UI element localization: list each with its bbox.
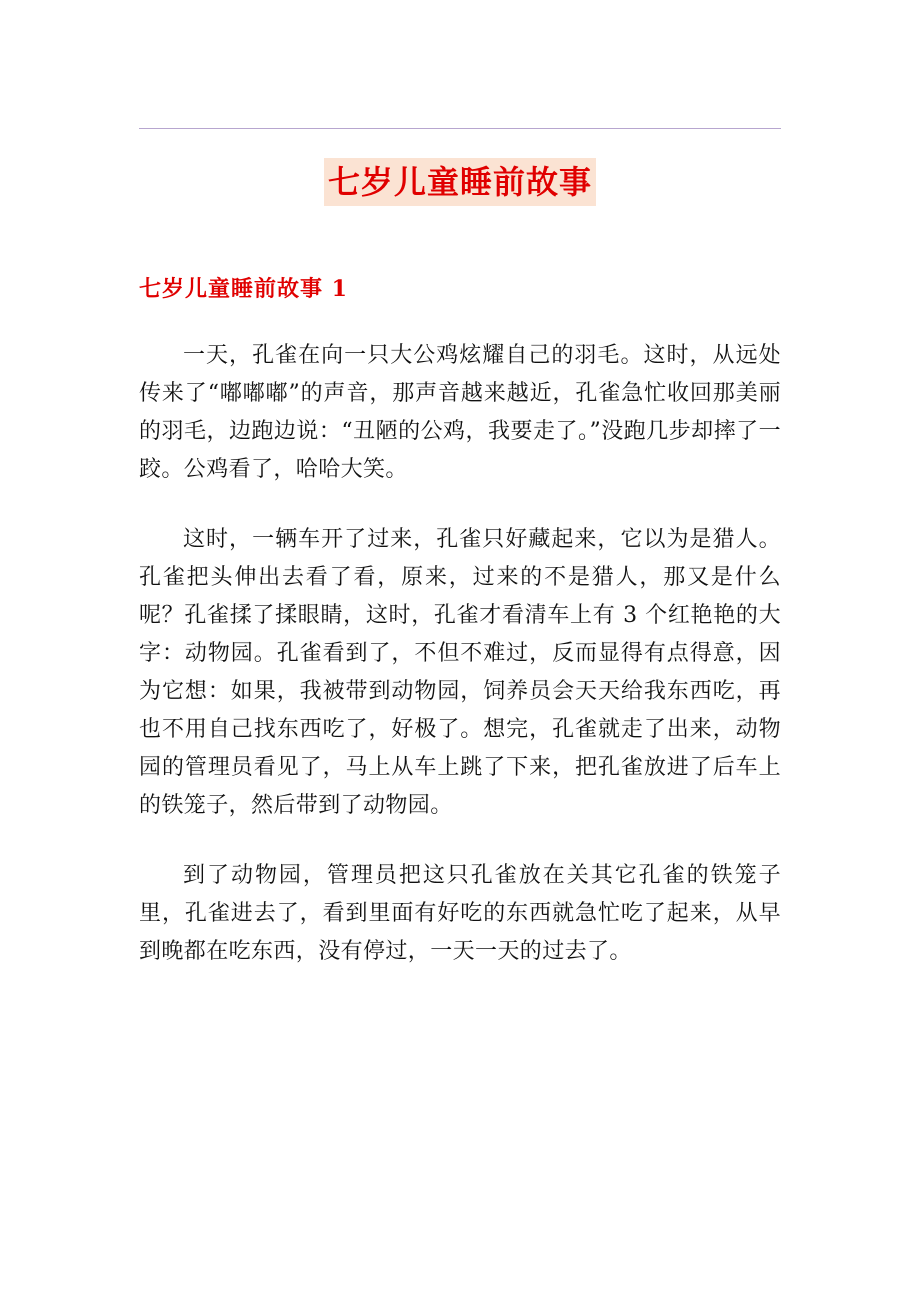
paragraph-2: 这时，一辆车开了过来，孔雀只好藏起来，它以为是猎人。孔雀把头伸出去看了看，原来，过来的不是猎人，那又是什么呢？孔雀揉了揉眼睛，这时，孔雀才看清车上有 3 个红艳艳的大字：动物园。孔雀看到了，不但不难过，反而显得有点得意，因为它想：如果，我被带到动物园，饲养员会天天给我东西吃，再也不用自己找东西吃了，好极了。想完，孔雀就走了出来，动物园的管理员看见了，马上从车上跳了下来，把孔雀放进了后车上的铁笼子，然后带到了动物园。 <box>139 527 781 818</box>
story-body <box>139 337 781 1003</box>
document-title: 七岁儿童睡前故事 <box>324 158 596 206</box>
section-heading: 七岁儿童睡前故事 1 <box>139 276 348 302</box>
top-divider <box>139 128 781 129</box>
paragraph-3: 到了动物园，管理员把这只孔雀放在关其它孔雀的铁笼子里，孔雀进去了，看到里面有好吃的东西就急忙吃了起来，从早到晚都在吃东西，没有停过，一天一天的过去了。 <box>139 863 781 964</box>
title-container <box>0 158 920 206</box>
paragraph-1: 一天，孔雀在向一只大公鸡炫耀自己的羽毛。这时，从远处传来了“嘟嘟嘟”的声音，那声音越来越近，孔雀急忙收回那美丽的羽毛，边跑边说：“丑陋的公鸡，我要走了。”没跑几步却摔了一跤。公鸡看了，哈哈大笑。 <box>139 343 781 482</box>
